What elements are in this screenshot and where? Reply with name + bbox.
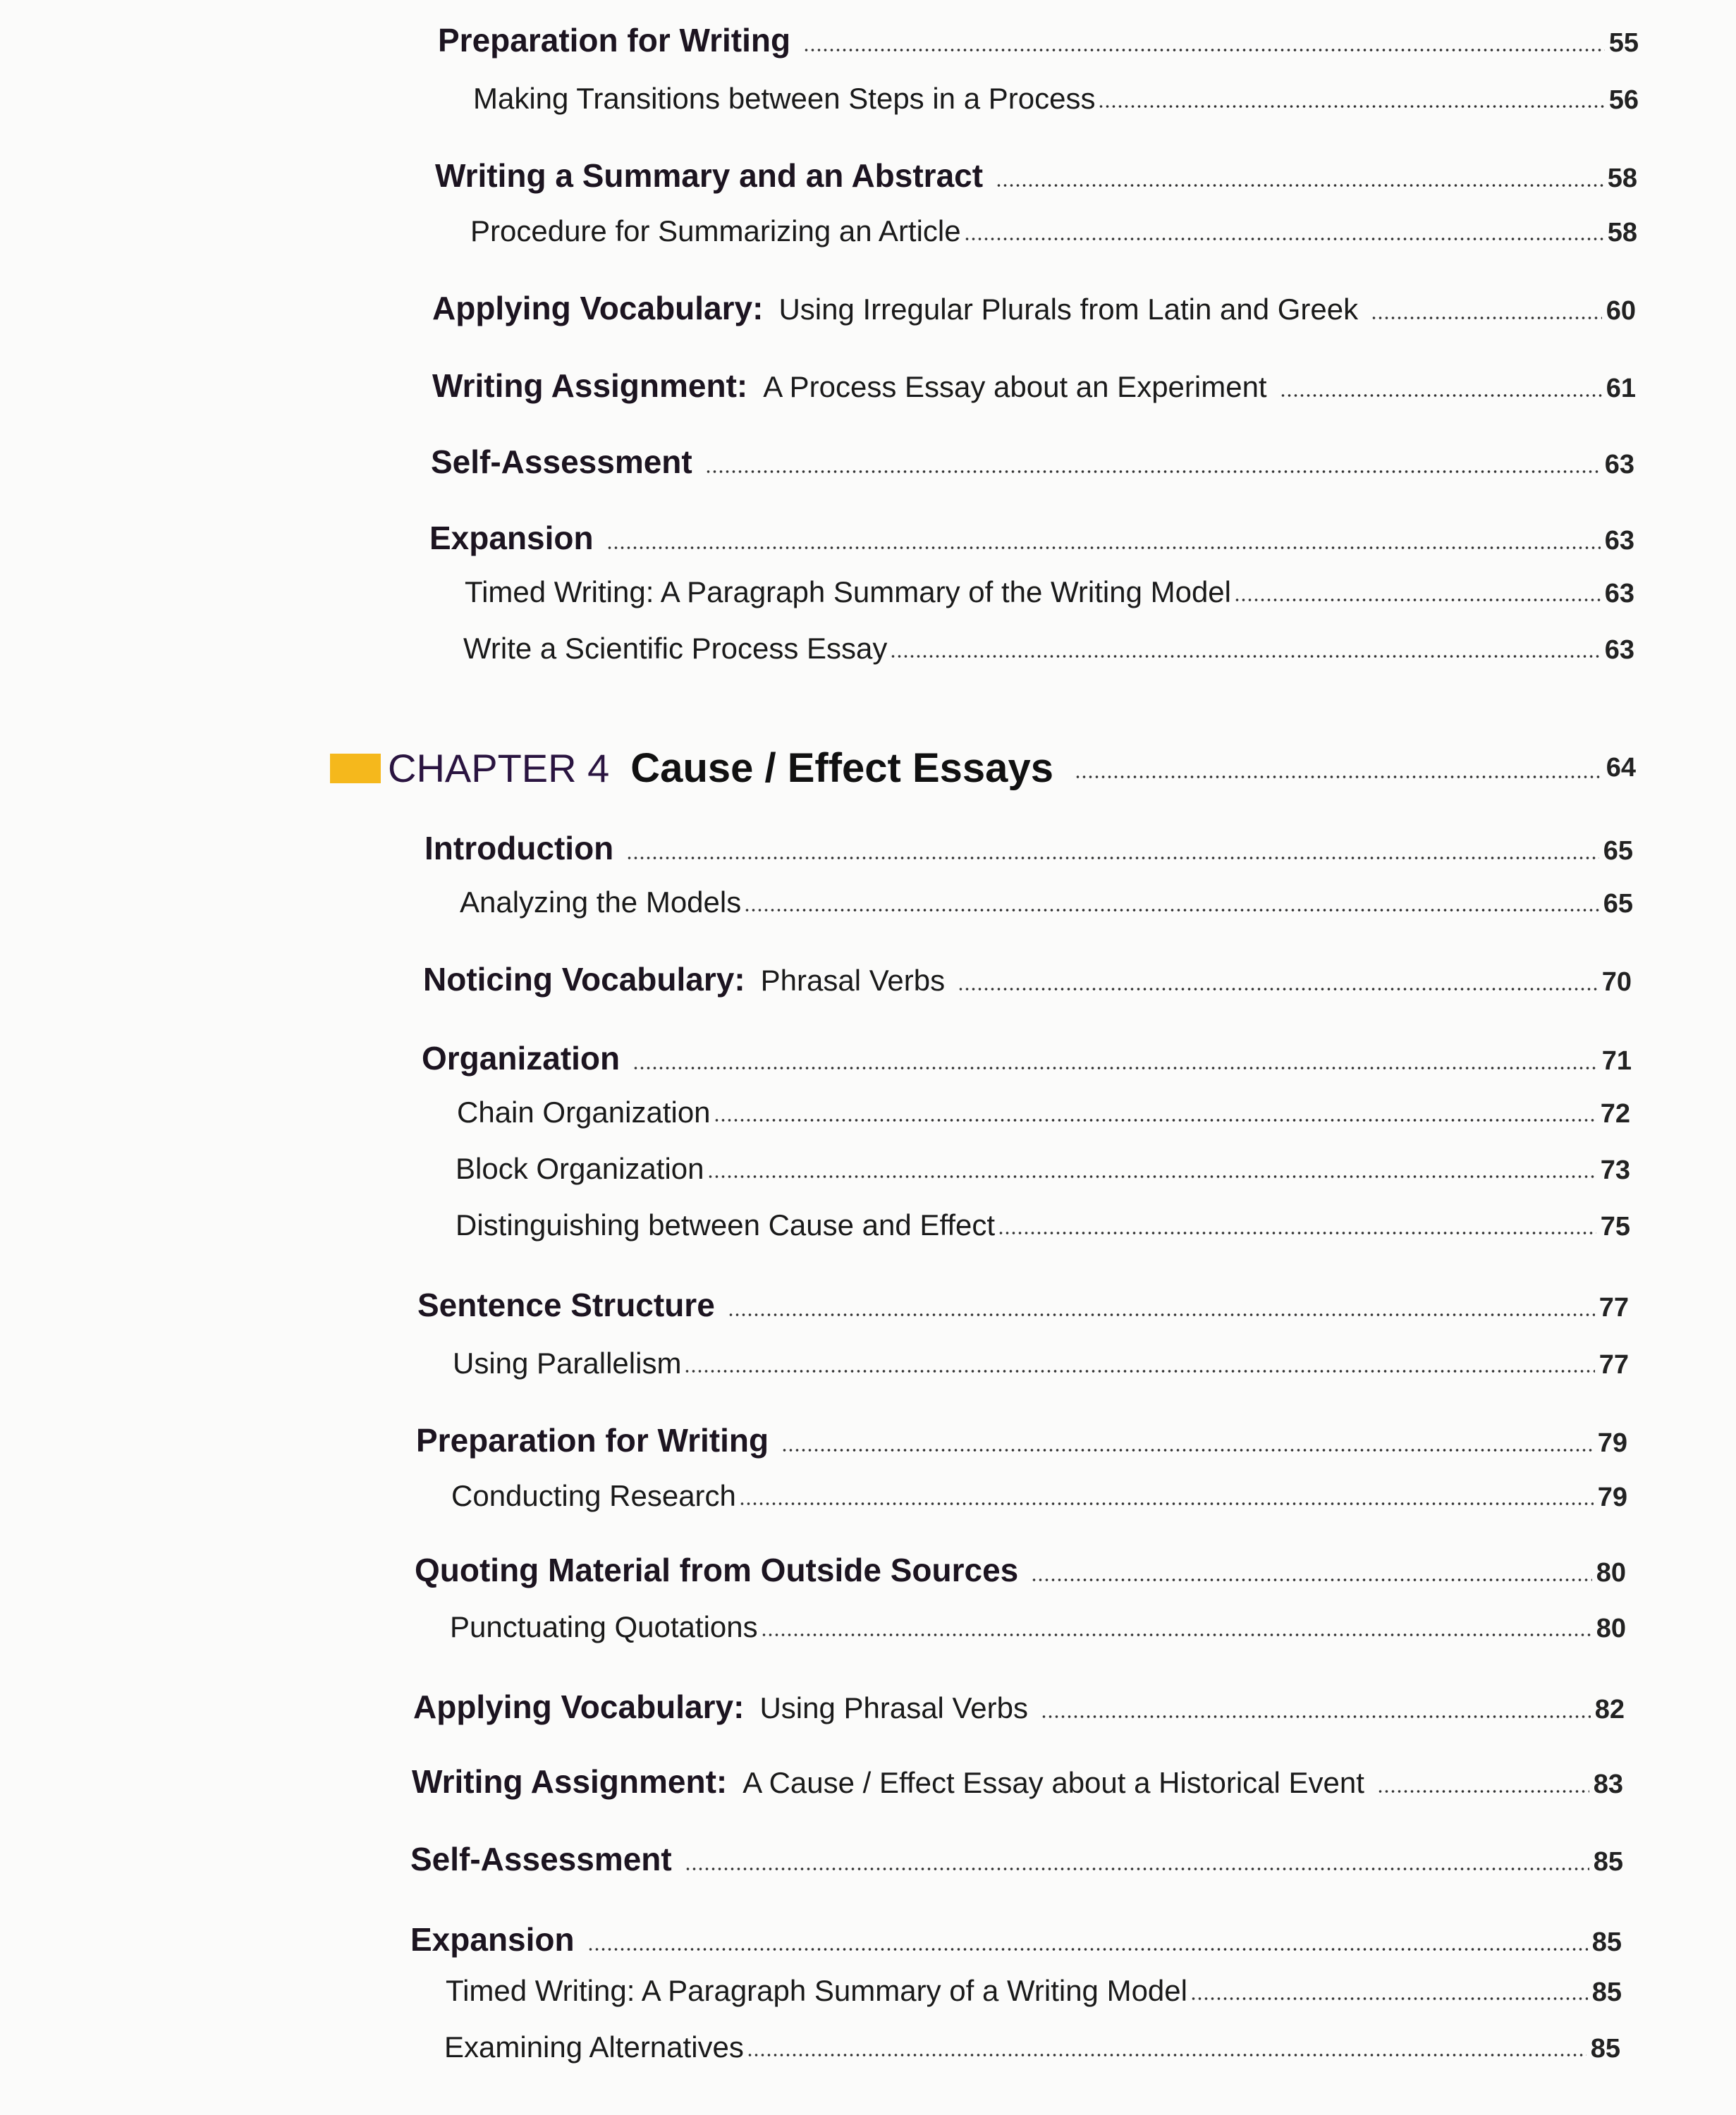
entry-label: Writing Assignment:: [432, 367, 748, 404]
entry-label: Writing Assignment:: [412, 1763, 728, 1800]
entry-label: Chain Organization: [457, 1096, 711, 1129]
page-number: 55: [1608, 28, 1639, 58]
toc-section-entry: [432, 367, 1636, 405]
dot-leader: [632, 1066, 1598, 1070]
entry-label: Examining Alternatives: [444, 2030, 744, 2064]
toc-section-entry: [429, 519, 1634, 557]
toc-subsection-entry: [470, 214, 1637, 248]
entry-label: Quoting Material from Outside Sources: [415, 1552, 1019, 1588]
chapter-marker-icon: [330, 754, 381, 783]
dot-leader: [1377, 1789, 1589, 1794]
toc-section-entry: [432, 289, 1636, 327]
dot-leader: [803, 48, 1605, 52]
chapter-title: Cause / Effect Essays: [630, 745, 1053, 791]
toc-subsection-entry: [473, 82, 1639, 116]
page-number: 70: [1601, 967, 1632, 997]
page-number: 72: [1600, 1099, 1630, 1129]
dot-leader: [1031, 1578, 1591, 1582]
dot-leader: [626, 856, 1599, 860]
page-number: 73: [1600, 1155, 1630, 1185]
entry-subtitle: A Process Essay about an Experiment: [763, 370, 1267, 403]
dot-leader: [1371, 316, 1602, 320]
page-number: 77: [1599, 1293, 1629, 1323]
dot-leader: [685, 1867, 1589, 1871]
toc-section-entry: [415, 1551, 1626, 1589]
entry-label: Timed Writing: A Paragraph Summary of a Writing Model: [446, 1974, 1187, 2007]
page-number: 79: [1597, 1428, 1627, 1458]
toc-section-entry: [410, 1840, 1623, 1878]
toc-subsection-entry: [446, 1974, 1622, 2008]
toc-section-entry: [416, 1421, 1627, 1459]
dot-leader: [781, 1448, 1594, 1452]
dot-leader: [1234, 598, 1601, 602]
toc-subsection-entry: [444, 2030, 1620, 2064]
page-number: 79: [1597, 1483, 1627, 1512]
toc-section-entry: [413, 1688, 1625, 1726]
entry-subtitle: Phrasal Verbs: [760, 964, 946, 997]
dot-leader: [728, 1313, 1595, 1317]
dot-leader: [705, 470, 1601, 474]
page-number: 56: [1608, 85, 1639, 115]
toc-section-entry: [438, 21, 1639, 59]
entry-subtitle: Using Irregular Plurals from Latin and Greek: [778, 293, 1359, 326]
entry-label: Noticing Vocabulary:: [423, 961, 745, 998]
entry-label: Distinguishing between Cause and Effect: [456, 1208, 996, 1242]
page-number: 82: [1594, 1695, 1625, 1724]
chapter-heading: [330, 744, 1636, 792]
dot-leader: [1280, 393, 1602, 398]
toc-section-entry: [412, 1762, 1623, 1801]
dot-leader: [684, 1369, 1594, 1373]
toc-section-entry: [424, 829, 1633, 867]
dot-leader: [761, 1633, 1592, 1637]
entry-label: Introduction: [424, 830, 614, 866]
page-number: 63: [1604, 450, 1634, 479]
page-number: 83: [1593, 1770, 1623, 1799]
dot-leader: [1098, 104, 1604, 109]
toc-subsection-entry: [456, 1208, 1630, 1242]
chapter-number: CHAPTER 4: [388, 746, 610, 790]
page-number: 61: [1606, 374, 1636, 403]
entry-label: Analyzing the Models: [460, 885, 742, 919]
page-number: 63: [1604, 635, 1634, 665]
dot-leader: [998, 1231, 1596, 1235]
entry-label: Expansion: [410, 1921, 575, 1958]
entry-label: Self-Assessment: [410, 1841, 672, 1877]
toc-subsection-entry: [463, 632, 1634, 666]
dot-leader: [1075, 775, 1602, 779]
entry-subtitle: Using Phrasal Verbs: [759, 1691, 1028, 1724]
page-number: 65: [1603, 836, 1633, 866]
page-number: 58: [1607, 164, 1637, 193]
entry-label: Sentence Structure: [417, 1287, 715, 1323]
entry-label: Timed Writing: A Paragraph Summary of the Writing Model: [465, 575, 1231, 608]
toc-subsection-entry: [450, 1610, 1626, 1644]
entry-subtitle: A Cause / Effect Essay about a Historical Event: [742, 1766, 1364, 1799]
toc-subsection-entry: [457, 1096, 1630, 1129]
toc-subsection-entry: [451, 1479, 1627, 1513]
entry-label: Punctuating Quotations: [450, 1610, 758, 1643]
toc-subsection-entry: [456, 1152, 1630, 1186]
page-number: 80: [1596, 1614, 1626, 1643]
page-number: 65: [1603, 889, 1633, 919]
page-number: 64: [1606, 753, 1636, 783]
dot-leader: [1190, 1997, 1588, 2001]
entry-label: Organization: [422, 1040, 621, 1077]
entry-label: Making Transitions between Steps in a Process: [473, 82, 1096, 115]
dot-leader: [996, 183, 1603, 188]
toc-section-entry: [417, 1286, 1629, 1324]
entry-label: Preparation for Writing: [438, 22, 791, 59]
toc-section-entry: [431, 443, 1634, 481]
page-number: 63: [1604, 579, 1634, 608]
page-number: 75: [1600, 1212, 1630, 1242]
page-number: 85: [1590, 2034, 1620, 2064]
page-number: 85: [1591, 1927, 1622, 1957]
entry-label: Procedure for Summarizing an Article: [470, 214, 961, 247]
dot-leader: [707, 1175, 1596, 1179]
entry-label: Conducting Research: [451, 1479, 736, 1512]
page-number: 60: [1606, 296, 1636, 326]
toc-subsection-entry: [465, 575, 1634, 609]
page-number: 63: [1604, 526, 1634, 556]
toc-section-entry: [422, 1039, 1632, 1077]
entry-label: Applying Vocabulary:: [432, 290, 764, 326]
entry-label: Expansion: [429, 520, 594, 556]
page-number: 71: [1601, 1046, 1632, 1076]
page-number: 85: [1593, 1847, 1623, 1877]
toc-subsection-entry: [453, 1347, 1629, 1380]
entry-label: Using Parallelism: [453, 1347, 682, 1380]
entry-label: Write a Scientific Process Essay: [463, 632, 888, 665]
dot-leader: [747, 2053, 1587, 2057]
dot-leader: [890, 654, 1600, 658]
entry-label: Block Organization: [456, 1152, 704, 1185]
page-number: 85: [1591, 1978, 1622, 2007]
page-number: 58: [1607, 218, 1637, 247]
toc-section-entry: [410, 1920, 1622, 1958]
page-number: 77: [1599, 1350, 1629, 1380]
dot-leader: [714, 1118, 1596, 1122]
toc-section-entry: [435, 157, 1637, 195]
dot-leader: [587, 1947, 1588, 1951]
toc-section-entry: [423, 960, 1632, 998]
entry-label: Self-Assessment: [431, 443, 692, 480]
dot-leader: [1041, 1715, 1591, 1719]
toc-subsection-entry: [460, 885, 1633, 919]
dot-leader: [606, 546, 1601, 550]
entry-label: Applying Vocabulary:: [413, 1688, 745, 1725]
page-number: 80: [1596, 1558, 1626, 1588]
entry-label: Preparation for Writing: [416, 1422, 769, 1459]
dot-leader: [964, 237, 1603, 241]
entry-label: Writing a Summary and an Abstract: [435, 157, 984, 194]
dot-leader: [744, 908, 1599, 912]
dot-leader: [739, 1502, 1594, 1506]
dot-leader: [958, 987, 1598, 991]
